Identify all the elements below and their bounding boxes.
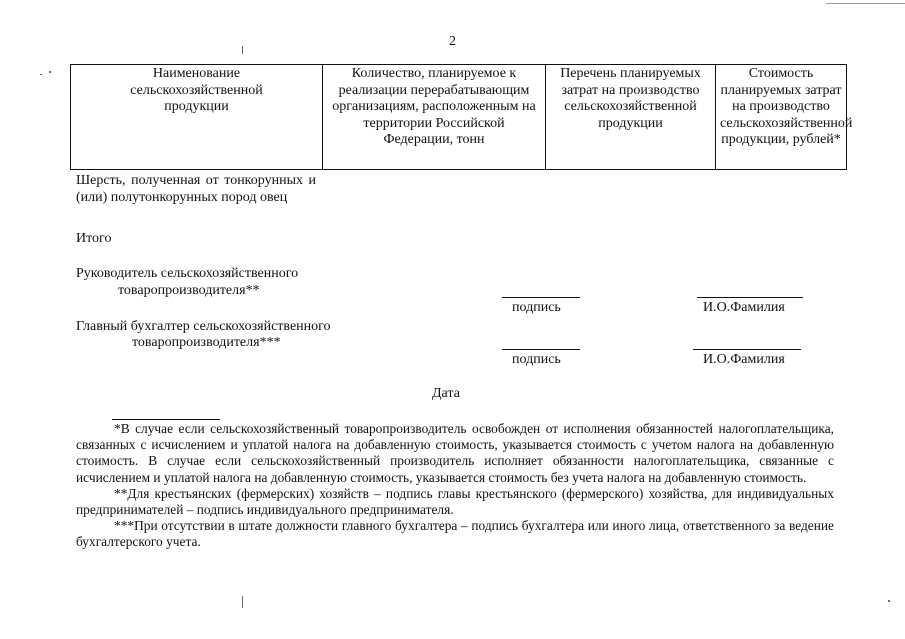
accountant-name-caption: И.О.Фамилия xyxy=(703,352,785,367)
header-product-name: Наименование сельскохозяйственной продукции xyxy=(71,65,323,170)
scan-speck xyxy=(242,46,243,54)
head-name-line xyxy=(697,297,803,298)
scan-speck xyxy=(40,74,42,75)
scan-speck xyxy=(826,3,905,4)
accountant-label-line1: Главный бухгалтер сельскохозяйственного xyxy=(76,319,331,334)
header-cost-list: Перечень планируемых затрат на производство сельскохозяйственной продукции xyxy=(546,65,716,170)
row-total: Итого xyxy=(76,231,112,246)
date-label: Дата xyxy=(432,386,460,401)
scan-speck xyxy=(888,600,890,602)
head-name-caption: И.О.Фамилия xyxy=(703,300,785,315)
header-quantity: Количество, планируемое к реализации перерабатывающим организациям, расположенным на территории Российской Федерации, тонн xyxy=(323,65,546,170)
head-signature-caption: подпись xyxy=(512,300,561,315)
accountant-signature-caption: подпись xyxy=(512,352,561,367)
accountant-label-line2: товаропроизводителя*** xyxy=(132,335,281,350)
head-label-line1: Руководитель сельскохозяйственного xyxy=(76,266,299,281)
footnote-2: **Для крестьянских (фермерских) хозяйств – подпись главы крестьянского (фермерского) хозяйства, для индивидуальных предпринимателей – подпись индивидуального предпринимателя. xyxy=(76,485,834,518)
accountant-name-line xyxy=(693,349,801,350)
head-signature-line xyxy=(502,297,580,298)
page-number: 2 xyxy=(449,34,456,49)
footnote-3: ***При отсутствии в штате должности главного бухгалтера – подпись бухгалтера или иного лица, ответственного за ведение бухгалтерского учета. xyxy=(76,518,834,550)
head-label-line2: товаропроизводителя** xyxy=(118,283,260,298)
header-cost-value: Стоимость планируемых затрат на производство сельскохозяйственной продукции, рублей* xyxy=(716,65,847,170)
scan-speck xyxy=(49,71,51,73)
accountant-signature-line xyxy=(502,349,580,350)
table-header-row xyxy=(71,65,847,170)
scan-speck xyxy=(242,596,243,608)
footnote-1: *В случае если сельскохозяйственный товаропроизводитель освобожден от исполнения обязанностей налогоплательщика, связанных с исчислением и уплатой налога на добавленную стоимость, указывается стоимость с учетом налога на добавленную стоимость. В случае если сельскохозяйственный производитель исполняет обязанности налогоплательщика, связанные с исчислением и уплатой налога на добавленную стоимость, указывается стоимость без учета налога на добавленную стоимость. xyxy=(76,421,834,485)
footnotes xyxy=(76,419,834,551)
row-wool: Шерсть, полученная от тонкорунных и (или) полутонкорунных пород овец xyxy=(76,173,316,205)
header-table xyxy=(70,64,853,170)
